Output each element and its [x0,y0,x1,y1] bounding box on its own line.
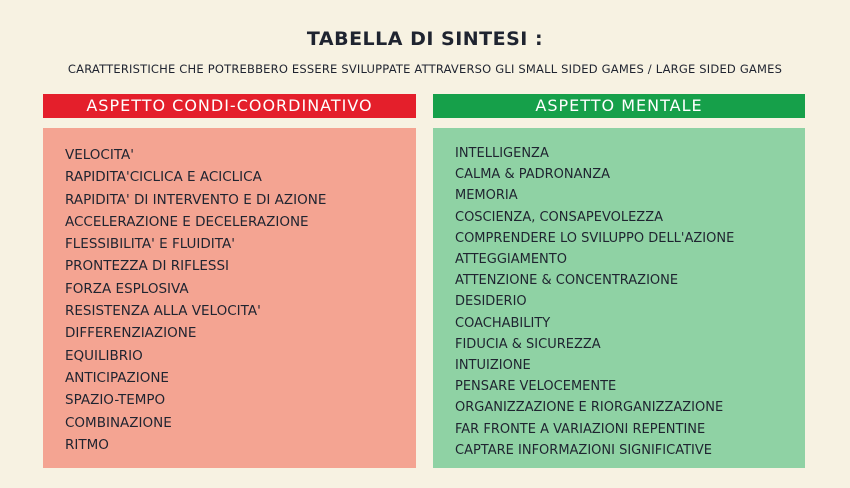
list-item: CAPTARE INFORMAZIONI SIGNIFICATIVE [455,442,712,458]
list-item: CALMA & PADRONANZA [455,167,611,183]
list-item: EQUILIBRIO [65,347,143,364]
list-item: ACCELERAZIONE E DECELERAZIONE [65,213,309,230]
list-item: INTELLIGENZA [455,146,549,161]
list-item: INTUIZIONE [455,358,531,374]
list-item: FORZA ESPLOSIVA [65,280,189,297]
list-mentale [455,143,805,461]
list-item: COSCIENZA, CONSAPEVOLEZZA [455,209,664,225]
page-subtitle: CARATTERISTICHE CHE POTREBBERO ESSERE SVILUPPATE ATTRAVERSO GLI SMALL SIDED GAMES / LARGE SIDED GAMES [67,62,783,76]
list-item: ATTENZIONE & CONCENTRAZIONE [455,273,679,289]
header-mentale: ASPETTO MENTALE [433,94,805,118]
list-item: FLESSIBILITA' E FLUIDITA' [65,236,235,253]
list-item: VELOCITA' [65,147,134,163]
page-title: TABELLA DI SINTESI : [306,28,544,50]
list-item: RESISTENZA ALLA VELOCITA' [65,303,261,320]
list-item: COMPRENDERE LO SVILUPPO DELL'AZIONE [455,230,735,246]
list-item: RITMO [65,436,109,453]
list-item: RAPIDITA' DI INTERVENTO E DI AZIONE [65,191,327,208]
list-item: FAR FRONTE A VARIAZIONI REPENTINE [455,421,706,437]
list-item: COACHABILITY [455,315,551,331]
panel-condi-coordinativo [43,128,416,468]
list-item: FIDUCIA & SICUREZZA [455,336,601,352]
list-item: ORGANIZZAZIONE E RIORGANIZZAZIONE [455,400,724,416]
list-item: SPAZIO-TEMPO [65,392,166,409]
list-item: MEMORIA [455,188,518,204]
list-item: ANTICIPAZIONE [65,369,169,386]
header-condi-coordinativo: ASPETTO CONDI-COORDINATIVO [43,94,416,118]
list-item: PENSARE VELOCEMENTE [455,379,617,395]
list-item: PRONTEZZA DI RIFLESSI [65,258,230,275]
list-item: DIFFERENZIAZIONE [65,325,197,342]
list-item: DESIDERIO [455,294,527,310]
list-condi-coordinativo [65,144,416,456]
list-item: RAPIDITA'CICLICA E ACICLICA [65,169,262,186]
list-item: COMBINAZIONE [65,414,172,431]
list-item: ATTEGGIAMENTO [455,252,567,268]
panel-mentale [433,128,805,468]
